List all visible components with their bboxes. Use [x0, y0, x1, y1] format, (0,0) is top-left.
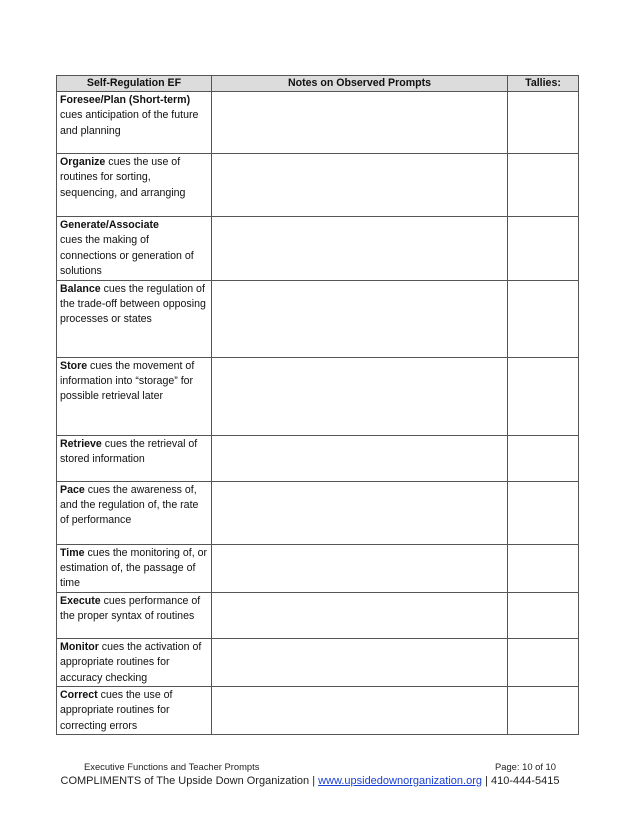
ef-cell	[57, 592, 212, 638]
notes-cell[interactable]	[212, 280, 508, 357]
header-tallies: Tallies:	[508, 76, 579, 92]
tallies-cell[interactable]	[508, 92, 579, 154]
ef-cell	[57, 544, 212, 592]
ef-cell	[57, 638, 212, 686]
notes-cell[interactable]	[212, 481, 508, 544]
notes-cell[interactable]	[212, 638, 508, 686]
table-row	[57, 435, 579, 481]
table-row	[57, 592, 579, 638]
tallies-cell[interactable]	[508, 435, 579, 481]
table-row	[57, 280, 579, 357]
tallies-cell[interactable]	[508, 687, 579, 735]
ef-description: cues the making of connections or generation of solutions	[60, 234, 194, 278]
header-self-regulation-ef: Self-Regulation EF	[57, 76, 212, 92]
tallies-cell[interactable]	[508, 481, 579, 544]
footer-compliments: COMPLIMENTS of The Upside Down Organization	[60, 775, 310, 787]
notes-cell[interactable]	[212, 217, 508, 281]
table-row	[57, 92, 579, 154]
ef-name: Time	[60, 546, 85, 559]
footer-page-number: Page: 10 of 10	[495, 761, 556, 772]
ef-description: cues anticipation of the future and planning	[60, 109, 199, 137]
ef-description: cues the activation of appropriate routines for accuracy checking	[60, 640, 202, 684]
header-notes: Notes on Observed Prompts	[212, 76, 508, 92]
ef-description: cues the movement of information into “storage” for possible retrieval later	[60, 359, 195, 403]
ef-description: cues the use of routines for sorting, sequencing, and arranging	[60, 156, 186, 199]
table-header-row	[57, 76, 579, 92]
table-row	[57, 357, 579, 435]
ef-cell	[57, 357, 212, 435]
ef-name: Pace	[60, 483, 85, 496]
ef-description: cues the awareness of, and the regulation of, the rate of performance	[60, 483, 199, 527]
notes-cell[interactable]	[212, 544, 508, 592]
tallies-cell[interactable]	[508, 357, 579, 435]
ef-cell	[57, 435, 212, 481]
ef-description: cues the monitoring of, or estimation of, the passage of time	[60, 546, 208, 590]
notes-cell[interactable]	[212, 357, 508, 435]
ef-name: Monitor	[60, 640, 99, 653]
table-row	[57, 217, 579, 281]
ef-name: Organize	[60, 156, 106, 168]
notes-cell[interactable]	[212, 592, 508, 638]
ef-cell	[57, 92, 212, 154]
ef-name: Store	[60, 359, 88, 372]
ef-cell	[57, 481, 212, 544]
ef-name: Balance	[60, 282, 101, 295]
table-body	[57, 92, 579, 735]
tallies-cell[interactable]	[508, 154, 579, 217]
ef-description: cues the use of appropriate routines for correcting errors	[60, 689, 173, 732]
ef-description: cues performance of the proper syntax of routines	[60, 594, 201, 623]
ef-description: cues the regulation of the trade-off between opposing processes or states	[60, 282, 206, 326]
footer-separator: |	[485, 775, 488, 787]
table-row	[57, 154, 579, 217]
ef-name: Retrieve	[60, 437, 102, 450]
ef-cell	[57, 687, 212, 735]
ef-name: Execute	[60, 594, 101, 607]
notes-cell[interactable]	[212, 435, 508, 481]
footer-phone: 410-444-5415	[490, 775, 560, 787]
tallies-cell[interactable]	[508, 638, 579, 686]
notes-cell[interactable]	[212, 92, 508, 154]
footer-doc-title: Executive Functions and Teacher Prompts	[84, 761, 260, 772]
footer-separator: |	[312, 775, 316, 787]
ef-name: Correct	[60, 689, 98, 702]
tallies-cell[interactable]	[508, 544, 579, 592]
ef-cell	[57, 154, 212, 217]
tallies-cell[interactable]	[508, 592, 579, 638]
ef-name: Foresee/Plan (Short-term)	[60, 94, 191, 106]
table-row	[57, 638, 579, 686]
tallies-cell[interactable]	[508, 217, 579, 281]
footer-credit-line	[0, 775, 620, 787]
table-row	[57, 481, 579, 544]
ef-cell	[57, 217, 212, 281]
tallies-cell[interactable]	[508, 280, 579, 357]
table-row	[57, 687, 579, 735]
ef-cell	[57, 280, 212, 357]
footer-website-link[interactable]: www.upsidedownorganization.org	[318, 775, 482, 787]
table-row	[57, 544, 579, 592]
notes-cell[interactable]	[212, 687, 508, 735]
notes-cell[interactable]	[212, 154, 508, 217]
ef-name: Generate/Associate	[60, 219, 159, 231]
ef-description: cues the retrieval of stored information	[60, 437, 198, 466]
ef-observation-table	[56, 75, 579, 735]
